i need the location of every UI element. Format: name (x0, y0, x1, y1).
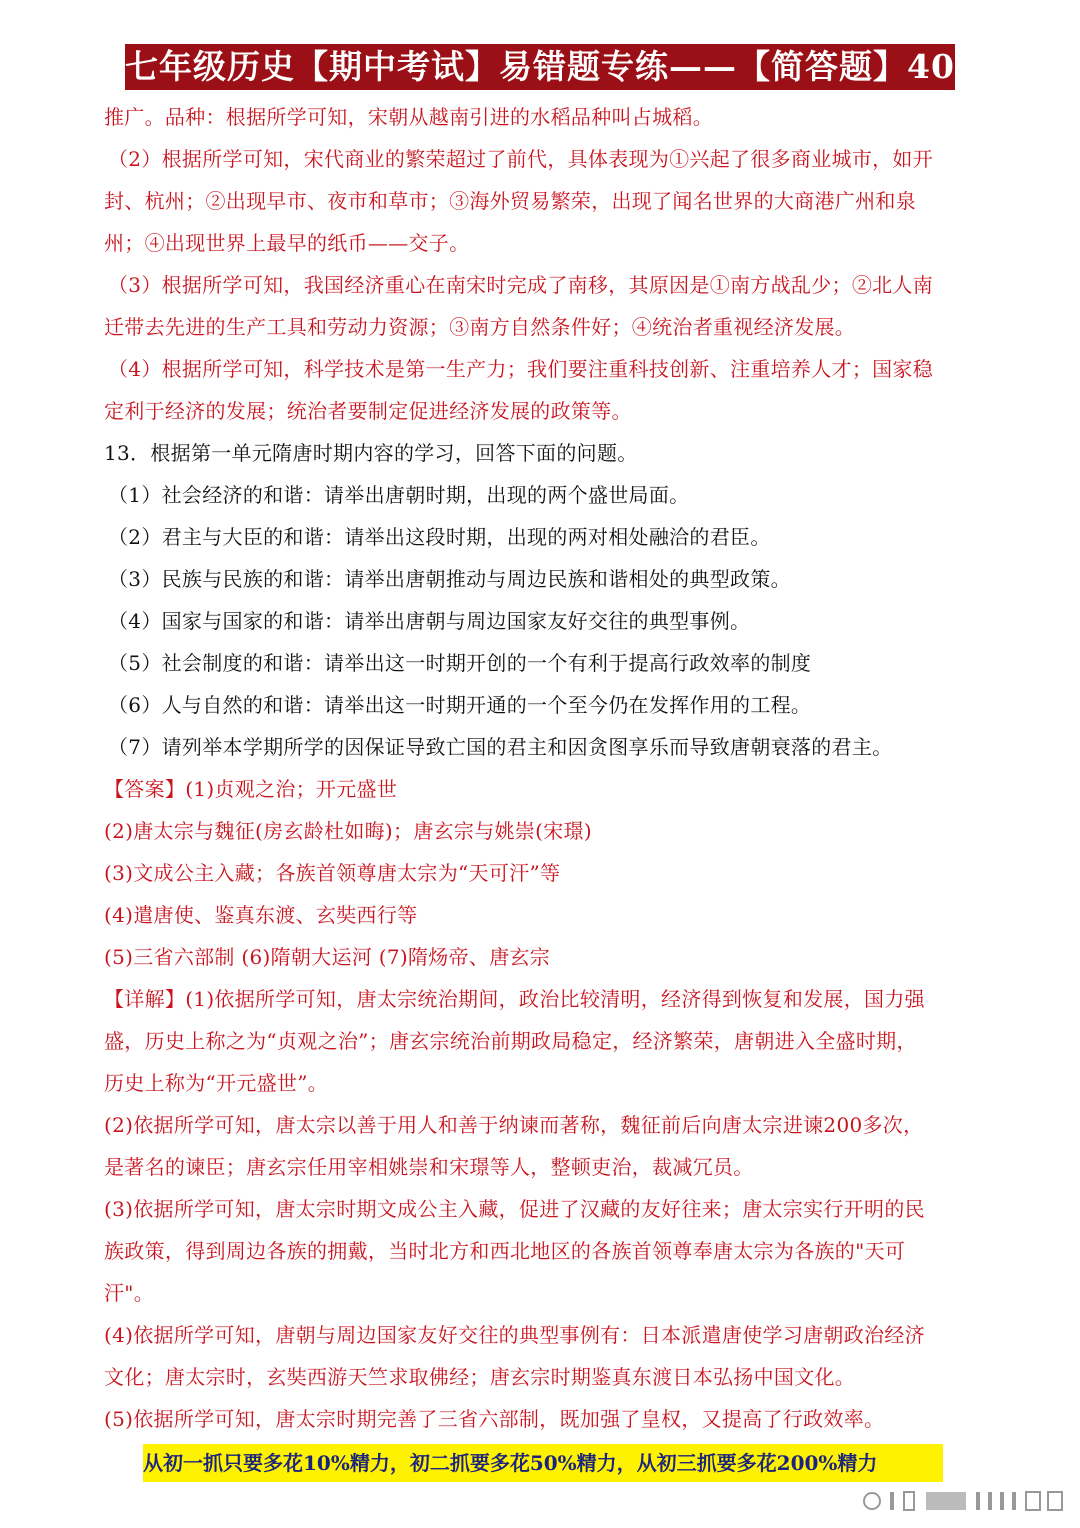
question-item: （3）民族与民族的和谐：请举出唐朝推动与周边民族和谐相处的典型政策。 (108, 567, 791, 591)
text-line: 推广。品种：根据所学可知，宋朝从越南引进的水稻品种叫占城稻。 (104, 105, 713, 129)
text-line: 封、杭州；②出现早市、夜市和草市；③海外贸易繁荣，出现了闻名世界的大商港广州和泉 (104, 189, 916, 213)
answer-line: (2)唐太宗与魏征(房玄龄杜如晦)；唐玄宗与姚崇(宋璟) (104, 819, 592, 843)
answer-line: 【答案】(1)贞观之治；开元盛世 (104, 777, 398, 801)
detail-line: (4)依据所学可知，唐朝与周边国家友好交往的典型事例有：日本派遣唐使学习唐朝政治经济 (104, 1323, 925, 1347)
question-item: （6）人与自然的和谐：请举出这一时期开通的一个至今仍在发挥作用的工程。 (108, 693, 812, 717)
detail-line: 盛，历史上称之为“贞观之治”；唐玄宗统治前期政局稳定，经济繁荣，唐朝进入全盛时期， (104, 1029, 917, 1053)
text-line: 州；④出现世界上最早的纸币——交子。 (104, 231, 470, 255)
question-item: （2）君主与大臣的和谐：请举出这段时期，出现的两对相处融洽的君臣。 (108, 525, 771, 549)
text-line: 迁带去先进的生产工具和劳动力资源；③南方自然条件好；④统治者重视经济发展。 (104, 315, 856, 339)
detail-line: 是著名的谏臣；唐玄宗任用宰相姚崇和宋璟等人，整顿吏治，裁减冗员。 (104, 1155, 754, 1179)
question-item: （5）社会制度的和谐：请举出这一时期开创的一个有利于提高行政效率的制度 (108, 651, 812, 675)
answer-line: (3)文成公主入藏；各族首领尊唐太宗为“天可汗”等 (104, 861, 561, 885)
footer-banner: 从初一抓只要多花10%精力，初二抓要多花50%精力，从初三抓要多花200%精力 (143, 1444, 943, 1482)
detail-line: 【详解】(1)依据所学可知，唐太宗统治期间，政治比较清明，经济得到恢复和发展，国力强 (104, 987, 925, 1011)
detail-line: (2)依据所学可知，唐太宗以善于用人和善于纳谏而著称，魏征前后向唐太宗进谏200多次， (104, 1113, 924, 1137)
detail-line: 汗"。 (104, 1281, 155, 1305)
document-body (104, 96, 984, 1440)
text-line: （2）根据所学可知，宋代商业的繁荣超过了前代，具体表现为①兴起了很多商业城市，如开 (108, 147, 934, 171)
detail-line: 族政策，得到周边各族的拥戴，当时北方和西北地区的各族首领尊奉唐太宗为各族的"天可 (104, 1239, 906, 1263)
text-line: 定利于经济的发展；统治者要制定促进经济发展的政策等。 (104, 399, 632, 423)
watermark-icon (860, 1486, 1070, 1516)
detail-line: (3)依据所学可知，唐太宗时期文成公主入藏，促进了汉藏的友好往来；唐太宗实行开明的民 (104, 1197, 925, 1221)
text-line: （4）根据所学可知，科学技术是第一生产力；我们要注重科技创新、注重培养人才；国家稳 (108, 357, 934, 381)
detail-line: 历史上称为“开元盛世”。 (104, 1071, 329, 1095)
detail-line: 文化；唐太宗时，玄奘西游天竺求取佛经；唐玄宗时期鉴真东渡日本弘扬中国文化。 (104, 1365, 856, 1389)
question-item: （4）国家与国家的和谐：请举出唐朝与周边国家友好交往的典型事例。 (108, 609, 751, 633)
detail-line: (5)依据所学可知，唐太宗时期完善了三省六部制，既加强了皇权，又提高了行政效率。 (104, 1407, 885, 1431)
question-item: （1）社会经济的和谐：请举出唐朝时期，出现的两个盛世局面。 (108, 483, 690, 507)
text-line: （3）根据所学可知，我国经济重心在南宋时完成了南移，其原因是①南方战乱少；②北人南 (108, 273, 934, 297)
question-stem: 13．根据第一单元隋唐时期内容的学习，回答下面的问题。 (104, 441, 638, 465)
question-item: （7）请列举本学期所学的因保证导致亡国的君主和因贪图享乐而导致唐朝衰落的君主。 (108, 735, 893, 759)
page-title: 七年级历史【期中考试】易错题专练——【简答题】40题 (125, 44, 955, 90)
answer-line: (5)三省六部制 (6)隋朝大运河 (7)隋炀帝、唐玄宗 (104, 945, 551, 969)
answer-line: (4)遣唐使、鉴真东渡、玄奘西行等 (104, 903, 418, 927)
